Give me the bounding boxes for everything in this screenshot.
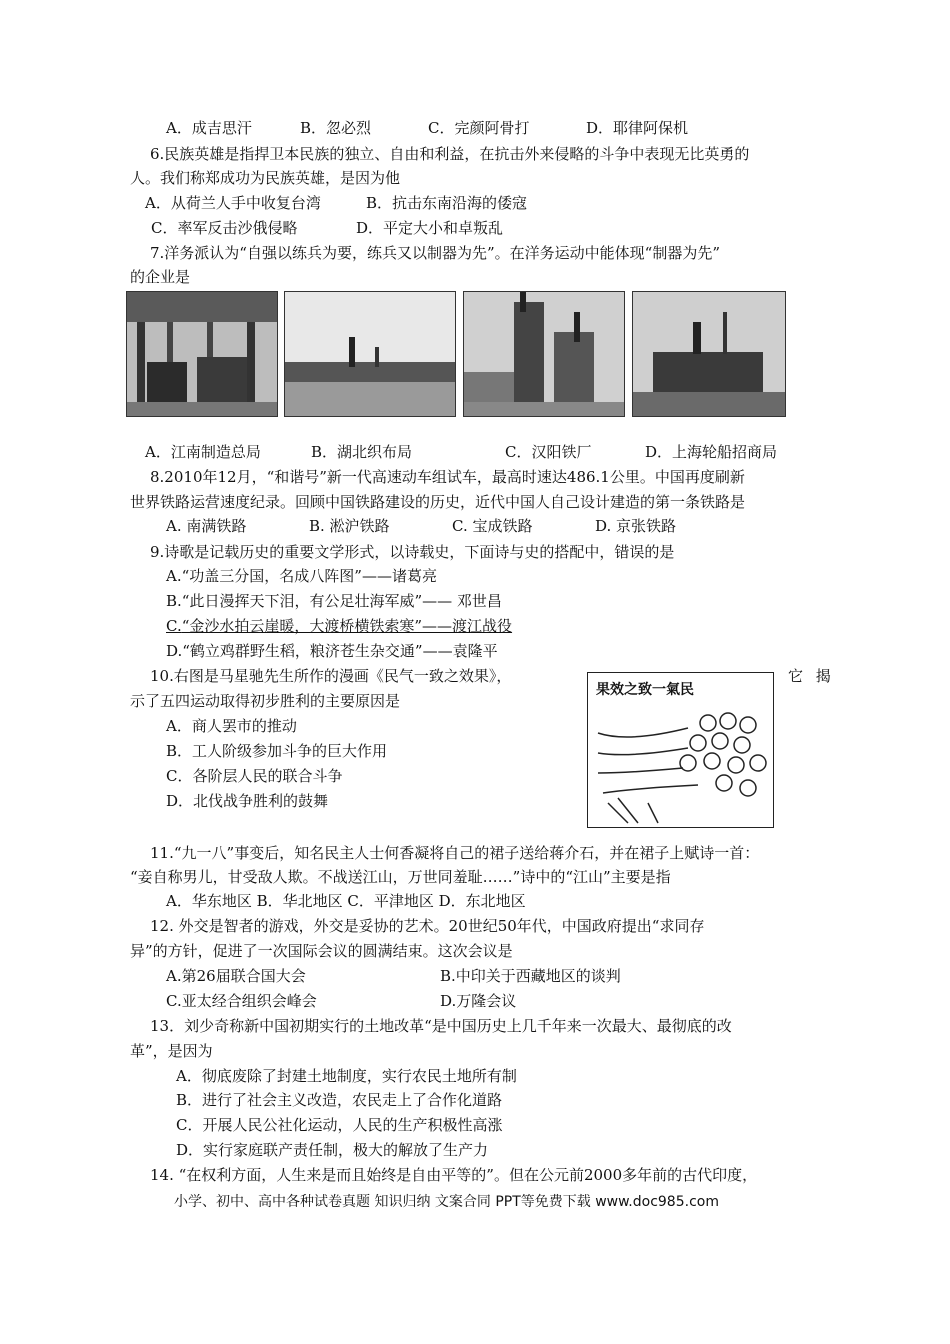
q11-stem-line1: 11.“九一八”事变后，知名民主人士何香凝将自己的裙子送给蒋介石，并在裙子上赋诗一首：	[150, 844, 760, 862]
q7-option-c: C．汉阳铁厂	[505, 443, 592, 461]
q8-option-d: D. 京张铁路	[595, 517, 677, 535]
q8-stem-line1: 8.2010年12月，“和谐号”新一代高速动车组试车，最高时速达486.1公里。中国再度刷新	[150, 468, 745, 486]
q13-option-d: D．实行家庭联产责任制，极大的解放了生产力	[176, 1141, 489, 1159]
q6-option-a: A．从荷兰人手中收复台湾	[145, 194, 321, 212]
photo-shanghai-steamship-company	[632, 291, 786, 417]
q9-stem: 9.诗歌是记载历史的重要文学形式，以诗载史，下面诗与史的搭配中，错误的是	[150, 543, 675, 561]
q8-option-a: A. 南满铁路	[166, 517, 247, 535]
q12-stem-line2: 异”的方针，促进了一次国际会议的圆满结束。这次会议是	[130, 942, 513, 960]
q7-option-d: D．上海轮船招商局	[645, 443, 778, 461]
q10-stem-line1: 10.右图是马星驰先生所作的漫画《民气一致之效果》，	[150, 667, 512, 685]
q7-stem-line2: 的企业是	[130, 268, 191, 286]
q9-option-b: B.“此日漫挥天下泪，有公足壮海军威”—— 邓世昌	[166, 592, 502, 610]
page-footer: 小学、初中、高中各种试卷真题 知识归纳 文案合同 PPT等免费下载 www.doc985.com	[174, 1194, 719, 1210]
q7-stem-line1: 7.洋务派认为“自强以练兵为要，练兵又以制器为先”。在洋务运动中能体现“制器为先”	[150, 244, 720, 262]
q8-option-b: B. 淞沪铁路	[309, 517, 390, 535]
photo-hanyang-iron-works	[463, 291, 625, 417]
q12-stem-line1: 12. 外交是智者的游戏，外交是妥协的艺术。20世纪50年代，中国政府提出“求同存	[150, 917, 705, 935]
q11-options: A．华东地区 B．华北地区 C．平津地区 D．东北地区	[166, 892, 526, 910]
q9-option-c-text: “金沙水拍云崖暖，大渡桥横铁索寒”——渡江战役	[181, 617, 513, 635]
q6-stem-line1: 6.民族英雄是指捍卫本民族的独立、自由和利益，在抗击外来侵略的斗争中表现无比英勇的	[150, 145, 750, 163]
q12-option-b: B.中印关于西藏地区的谈判	[440, 967, 621, 985]
q13-option-c: C．开展人民公社化运动，人民的生产积极性高涨	[176, 1116, 503, 1134]
q9-option-c-label: C.	[166, 617, 182, 635]
q13-option-b: B．进行了社会主义改造，农民走上了合作化道路	[176, 1091, 503, 1109]
q5-option-d: D．耶律阿保机	[586, 119, 689, 137]
photo-jiangnan-arsenal	[126, 291, 278, 417]
cartoon-minqi-yizhi	[587, 672, 774, 828]
q12-option-d: D.万隆会议	[440, 992, 517, 1010]
cartoon-title: 果效之致一氣民	[596, 682, 694, 698]
q8-stem-line2: 世界铁路运营速度纪录。回顾中国铁路建设的历史，近代中国人自己设计建造的第一条铁路是	[130, 493, 746, 511]
q13-option-a: A．彻底废除了封建土地制度，实行农民土地所有制	[176, 1067, 517, 1085]
q10-option-a: A．商人罢市的推动	[166, 717, 297, 735]
q12-option-c: C.亚太经合组织会峰会	[166, 992, 317, 1010]
q9-option-c	[166, 616, 512, 636]
q11-stem-line2: “妾自称男儿，甘受敌人欺。不战送江山，万世同羞耻……”诗中的“江山”主要是指	[130, 868, 671, 886]
q10-option-b: B．工人阶级参加斗争的巨大作用	[166, 742, 388, 760]
q13-stem-line2: 革”，是因为	[130, 1042, 213, 1060]
q12-option-a: A.第26届联合国大会	[166, 967, 306, 985]
q9-option-d: D.“鹤立鸡群野生稻，粮济苍生杂交通”——袁隆平	[166, 642, 498, 660]
q6-option-c: C．率军反击沙俄侵略	[151, 219, 298, 237]
q10-option-c: C．各阶层人民的联合斗争	[166, 767, 343, 785]
photo-hubei-weaving-bureau	[284, 291, 456, 417]
q5-option-b: B．忽必烈	[300, 119, 372, 137]
q10-stem-line2: 示了五四运动取得初步胜利的主要原因是	[130, 692, 401, 710]
q7-option-b: B．湖北织布局	[311, 443, 413, 461]
q10-stem-line1-tail: 它 揭	[788, 667, 835, 685]
q7-option-a: A．江南制造总局	[145, 443, 261, 461]
q5-option-a: A．成吉思汗	[166, 119, 252, 137]
q8-option-c: C. 宝成铁路	[452, 517, 533, 535]
q6-option-d: D．平定大小和卓叛乱	[356, 219, 504, 237]
q10-option-d: D．北伐战争胜利的鼓舞	[166, 792, 329, 810]
q6-option-b: B．抗击东南沿海的倭寇	[366, 194, 528, 212]
q14-stem-line1: 14. “在权利方面，人生来是而且始终是自由平等的”。但在公元前2000多年前的古代印度，	[150, 1166, 758, 1184]
q13-stem-line1: 13．刘少奇称新中国初期实行的土地改革“是中国历史上几千年来一次最大、最彻底的改	[150, 1017, 732, 1035]
q9-option-a: A.“功盖三分国，名成八阵图”——诸葛亮	[166, 567, 437, 585]
q5-option-c: C．完颜阿骨打	[428, 119, 530, 137]
q6-stem-line2: 人。我们称郑成功为民族英雄，是因为他	[130, 169, 401, 187]
